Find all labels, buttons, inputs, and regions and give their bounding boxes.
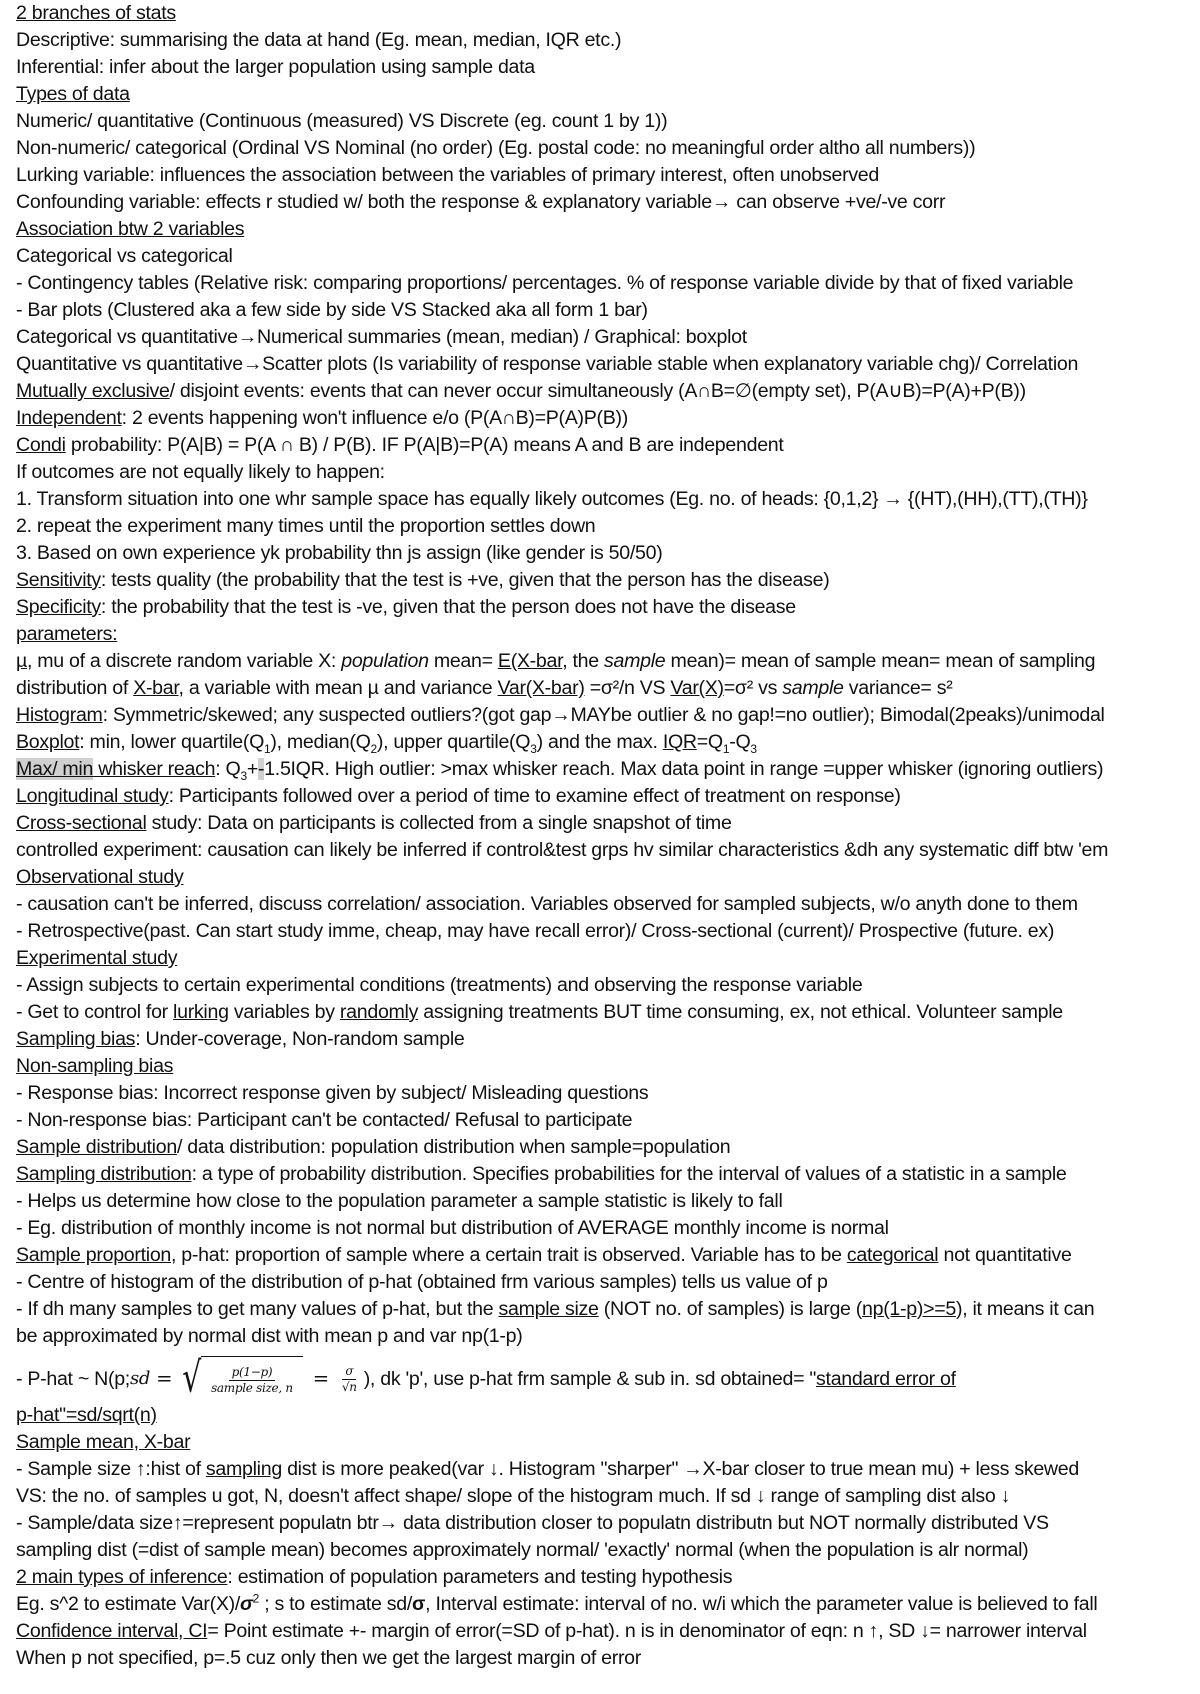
radical-sign: √ [182, 1353, 202, 1403]
text-line: - Eg. distribution of monthly income is not normal but distribution of AVERAGE monthly income is normal [16, 1217, 889, 1239]
phat-formula-line: - P-hat ~ N(p; sd = √ $\frac{p(1-p)}{\text{sample size, n}}$ = $\frac{\sigma}{√n}$ ), dk 'p', use p-hat frm sample & sub in. sd obtained= " standard error of [16, 1353, 956, 1403]
xbar-heading: Sample mean, X-bar [16, 1431, 191, 1453]
text-line: Specificity: the probability that the test is -ve, given that the person does not have the disease [16, 596, 796, 618]
text-line: - Bar plots (Clustered aka a few side by side VS Stacked aka all form 1 bar) [16, 299, 648, 321]
text-line: controlled experiment: causation can likely be inferred if control&test grps hv similar characteristics &dh any systematic diff btw 'em [16, 839, 1109, 861]
estimate-line: Eg. s^2 to estimate $Var(X)/\sigma^2$ ; s to estimate sd/σ, Interval estimate: interval of no. w/i which the parameter value is believed to fall [16, 1591, 1098, 1615]
section-heading: parameters: [16, 623, 118, 645]
text-line: - Non-response bias: Participant can't be contacted/ Refusal to participate [16, 1109, 633, 1131]
standard-error-line: p-hat"=sd/sqrt(n) [16, 1404, 157, 1426]
term: Independent [16, 407, 122, 429]
sqrt-formula: √ $\frac{p(1-p)}{\text{sample size, n}}$ [182, 1356, 303, 1403]
term: Sample distribution [16, 1136, 177, 1158]
text-line: - causation can't be inferred, discuss correlation/ association. Variables observed for sampled subjects, w/o anyth done to them [16, 893, 1078, 915]
text-line: VS: the no. of samples u got, N, doesn't affect shape/ slope of the histogram much. If sd ↓ range of sampling dist also ↓ [16, 1485, 1011, 1507]
term: 2 main types of inference [16, 1566, 228, 1588]
lurking-line: - Get to control for lurking variables by randomly assigning treatments BUT time consuming, ex, not ethical. Volunteer sample [16, 1001, 1063, 1023]
whisker-line: Max/ min whisker reach: $Q_3+-1.5IQR$. High outlier: >max whisker reach. Max data point in range =upper whisker (ignoring outliers) [16, 758, 1104, 783]
text-line: Non-numeric/ categorical (Ordinal VS Nominal (no order) (Eg. postal code: no meaningful order altho all numbers)) [16, 137, 976, 159]
sample-size-line: - Sample size ↑:hist of sampling dist is more peaked(var ↓. Histogram "sharper" →X-bar closer to true mean mu) + less skewed [16, 1458, 1079, 1480]
approx-line: be approximated by normal dist with mean p and var np(1-p) [16, 1325, 523, 1347]
text-line: Independent: 2 events happening won't influence e/o (P(A∩B)=P(A)P(B)) [16, 407, 628, 429]
text-line: Descriptive: summarising the data at hand (Eg. mean, median, IQR etc.) [16, 29, 622, 51]
text-line: - Sample/data size↑=represent populatn btr→ data distribution closer to populatn distributn but NOT normally distributed VS [16, 1512, 1049, 1534]
notes-block-2 [16, 783, 1188, 999]
proportion-line: Sample proportion, p-hat: proportion of sample where a certain trait is observed. Variable has to be categorical not quantitative [16, 1244, 1072, 1266]
text-line: - Assign subjects to certain experimental conditions (treatments) and observing the response variable [16, 974, 863, 996]
text-line: - Contingency tables (Relative risk: comparing proportions/ percentages. % of response variable divide by that of fixed variable [16, 272, 1074, 294]
term: Longitudinal study [16, 785, 169, 807]
term: Sampling bias [16, 1028, 136, 1050]
section-heading: 2 branches of stats [16, 2, 176, 24]
text-line: Condi probability: P(A|B) = P(A ∩ B) / P(B). IF P(A|B)=P(A) means A and B are independent [16, 434, 784, 456]
text-line: Quantitative vs quantitative→Scatter plots (Is variability of response variable stable when explanatory variable chg)/ Correlation [16, 353, 1079, 375]
distribution-line: distribution of X-bar, a variable with mean µ and variance Var(X-bar) =σ²/n VS Var(X)=σ² vs sample variance= s² [16, 677, 953, 699]
notes-block-1 [16, 0, 1188, 648]
text-line: Confounding variable: effects r studied w/ both the response & explanatory variable→ can observe +ve/-ve corr [16, 191, 946, 213]
text-line: 1. Transform situation into one whr sample space has equally likely outcomes (Eg. no. of heads: {0,1,2} → {(HT),(HH),(TT),(TH)} [16, 488, 1088, 510]
term: Sampling distribution [16, 1163, 192, 1185]
text-line: Sampling bias: Under-coverage, Non-random sample [16, 1028, 465, 1050]
term: Cross-sectional [16, 812, 147, 834]
text-line: Cross-sectional study: Data on participants is collected from a single snapshot of time [16, 812, 732, 834]
margin-of-error-line: When p not specified, p=.5 cuz only then we get the largest margin of error [16, 1647, 641, 1669]
term: Condi [16, 434, 66, 456]
notes-block-3 [16, 1026, 1188, 1242]
text-line: - Response bias: Incorrect response given by subject/ Misleading questions [16, 1082, 649, 1104]
text-line: 2. repeat the experiment many times until the proportion settles down [16, 515, 596, 537]
section-heading: Types of data [16, 83, 130, 105]
term: Sensitivity [16, 569, 101, 591]
text-line: If outcomes are not equally likely to happen: [16, 461, 385, 483]
histogram-line: Histogram: Symmetric/skewed; any suspected outliers?(got gap→MAYbe outlier & no gap!=no outlier); Bimodal(2peaks)/unimodal [16, 704, 1105, 726]
term: Specificity [16, 596, 101, 618]
text-line: Sampling distribution: a type of probability distribution. Specifies probabilities for the interval of values of a statistic in a sample [16, 1163, 1067, 1185]
text-line: Sample distribution/ data distribution: population distribution when sample=population [16, 1136, 731, 1158]
text-line: Mutually exclusive/ disjoint events: events that can never occur simultaneously (A∩B=∅(empty set), P(A∪B)=P(A)+P(B)) [16, 380, 1026, 402]
section-heading: Non-sampling bias [16, 1055, 174, 1077]
text-line: Categorical vs quantitative→Numerical summaries (mean, median) / Graphical: boxplot [16, 326, 747, 348]
mu-line: µ, mu of a discrete random variable X: population mean= E(X-bar, the sample mean)= mean of sample mean= mean of sampling [16, 650, 1096, 672]
text-line: 2 main types of inference: estimation of population parameters and testing hypothesis [16, 1566, 733, 1588]
section-heading: Experimental study [16, 947, 178, 969]
text-line: Categorical vs categorical [16, 245, 233, 267]
text-line: Inferential: infer about the larger population using sample data [16, 56, 535, 78]
term: Mutually exclusive [16, 380, 170, 402]
text-line: 3. Based on own experience yk probability thn js assign (like gender is 50/50) [16, 542, 663, 564]
text-line: sampling dist (=dist of sample mean) becomes approximately normal/ 'exactly' normal (when the population is alr normal) [16, 1539, 1029, 1561]
notes-block-4 [16, 1483, 1188, 1591]
boxplot-line: Boxplot: min, lower $quartile(Q_1)$, $median(Q_2)$, upper $quartile(Q_3)$ and the max. $IQR=Q_1-Q_3$ [16, 731, 757, 756]
text-line: - Retrospective(past. Can start study imme, cheap, may have recall error)/ Cross-sectional (current)/ Prospective (future. ex) [16, 920, 1055, 942]
text-line: Lurking variable: influences the association between the variables of primary interest, often unobserved [16, 164, 880, 186]
section-heading: Association btw 2 variables [16, 218, 245, 240]
text-line: Sensitivity: tests quality (the probability that the test is +ve, given that the person has the disease) [16, 569, 830, 591]
section-heading: Observational study [16, 866, 184, 888]
text-line: Numeric/ quantitative (Continuous (measured) VS Discrete (eg. count 1 by 1)) [16, 110, 668, 132]
text-line: Longitudinal study: Participants followed over a period of time to examine effect of treatment on response) [16, 785, 901, 807]
centre-line: - Centre of histogram of the distribution of p-hat (obtained frm various samples) tells us value of p [16, 1271, 828, 1293]
samples-line: - If dh many samples to get many values of p-hat, but the sample size (NOT no. of samples) is large (np(1-p)>=5), it means it can [16, 1298, 1095, 1320]
text-line: - Helps us determine how close to the population parameter a sample statistic is likely to fall [16, 1190, 783, 1212]
confidence-interval-line: Confidence interval, CI= Point estimate +- margin of error(=SD of p-hat). n is in denominator of eqn: n ↑, SD ↓= narrower interval [16, 1620, 1087, 1642]
